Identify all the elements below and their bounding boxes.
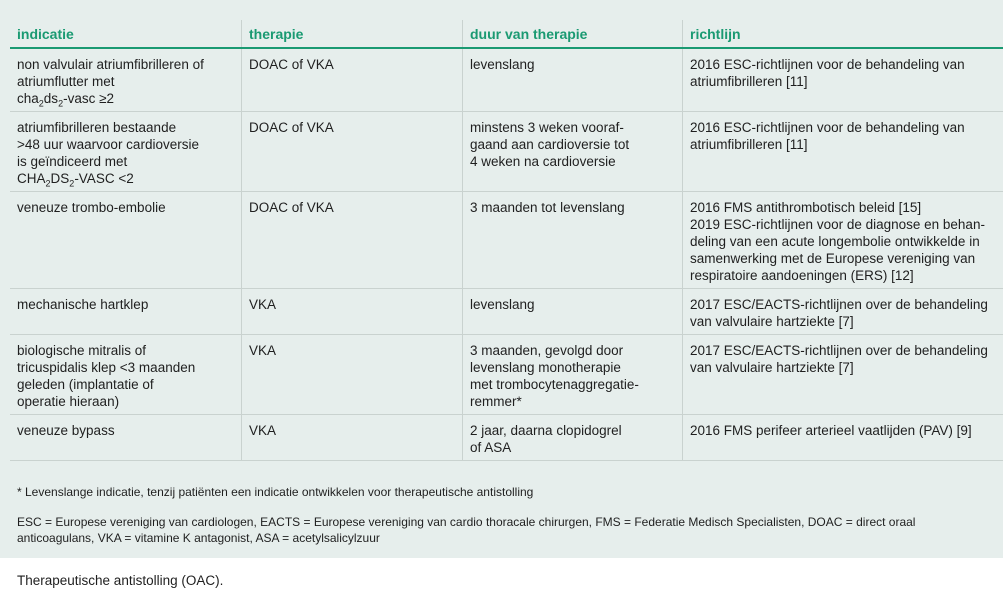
figure-caption: Therapeutische antistolling (OAC). (17, 573, 224, 588)
cell-duur: minstens 3 weken vooraf- gaand aan cardioversie tot 4 weken na cardioversie (463, 112, 683, 192)
cell-therapie: VKA (242, 289, 463, 335)
cell-therapie: VKA (242, 415, 463, 461)
cell-richtlijn: 2017 ESC/EACTS-richtlijnen over de behandeling van valvulaire hartziekte [7] (683, 335, 1003, 415)
cell-indicatie (10, 48, 242, 112)
indicatie-text: atriumfibrilleren bestaande >48 uur waarvoor cardioversie is geïndiceerd met (17, 120, 199, 169)
cell-richtlijn: 2016 ESC-richtlijnen voor de behandeling van atriumfibrilleren [11] (683, 48, 1003, 112)
header-indicatie: indicatie (10, 20, 242, 48)
cell-indicatie: biologische mitralis of tricuspidalis klep <3 maanden geleden (implantatie of operatie hieraan) (10, 335, 242, 415)
cell-duur: 3 maanden tot levenslang (463, 192, 683, 289)
cell-duur: 3 maanden, gevolgd door levenslang monotherapie met trombocytenaggregatie- remmer* (463, 335, 683, 415)
cell-richtlijn: 2016 FMS perifeer arterieel vaatlijden (PAV) [9] (683, 415, 1003, 461)
indicatie-score: $cha_2ds_2$-vasc ≥2 (17, 91, 114, 109)
indicatie-score: $CHA_2DS_2$-VASC <2 (17, 171, 134, 189)
indicatie-text: non valvulair atriumfibrilleren of atriumflutter met (17, 57, 204, 89)
table-row (10, 289, 1003, 335)
header-therapie: therapie (242, 20, 463, 48)
table-row (10, 112, 1003, 192)
cell-therapie: DOAC of VKA (242, 48, 463, 112)
cell-duur: levenslang (463, 289, 683, 335)
cell-therapie: DOAC of VKA (242, 112, 463, 192)
therapy-table (10, 20, 1003, 461)
abbreviations-note: ESC = Europese vereniging van cardiologen, EACTS = Europese vereniging van cardio thoracale chirurgen, FMS = Federatie Medisch Specialisten, DOAC = direct oraal anticoagulans, VKA = vitamine K antagonist, ASA = acetylsalicylzuur (17, 515, 916, 545)
cell-indicatie (10, 112, 242, 192)
cell-richtlijn: 2016 ESC-richtlijnen voor de behandeling van atriumfibrilleren [11] (683, 112, 1003, 192)
table-row (10, 48, 1003, 112)
table-row (10, 415, 1003, 461)
cell-indicatie: veneuze bypass (10, 415, 242, 461)
cell-richtlijn: 2017 ESC/EACTS-richtlijnen over de behandeling van valvulaire hartziekte [7] (683, 289, 1003, 335)
table-row (10, 335, 1003, 415)
table-header-row (10, 20, 1003, 48)
cell-indicatie: veneuze trombo-embolie (10, 192, 242, 289)
cell-therapie: VKA (242, 335, 463, 415)
cell-duur: 2 jaar, daarna clopidogrel of ASA (463, 415, 683, 461)
table-footnote: * Levenslange indicatie, tenzij patiënten een indicatie ontwikkelen voor therapeutische antistolling (17, 485, 534, 499)
header-duur: duur van therapie (463, 20, 683, 48)
cell-indicatie: mechanische hartklep (10, 289, 242, 335)
table-row (10, 192, 1003, 289)
cell-therapie: DOAC of VKA (242, 192, 463, 289)
header-richtlijn: richtlijn (683, 20, 1003, 48)
cell-richtlijn: 2016 FMS antithrombotisch beleid [15] 2019 ESC-richtlijnen voor de diagnose en behan- deling van een acute longembolie ontwikkelde in samenwerking met de Europese vereniging van respiratoire aandoeningen (ERS) [12] (683, 192, 1003, 289)
cell-duur: levenslang (463, 48, 683, 112)
